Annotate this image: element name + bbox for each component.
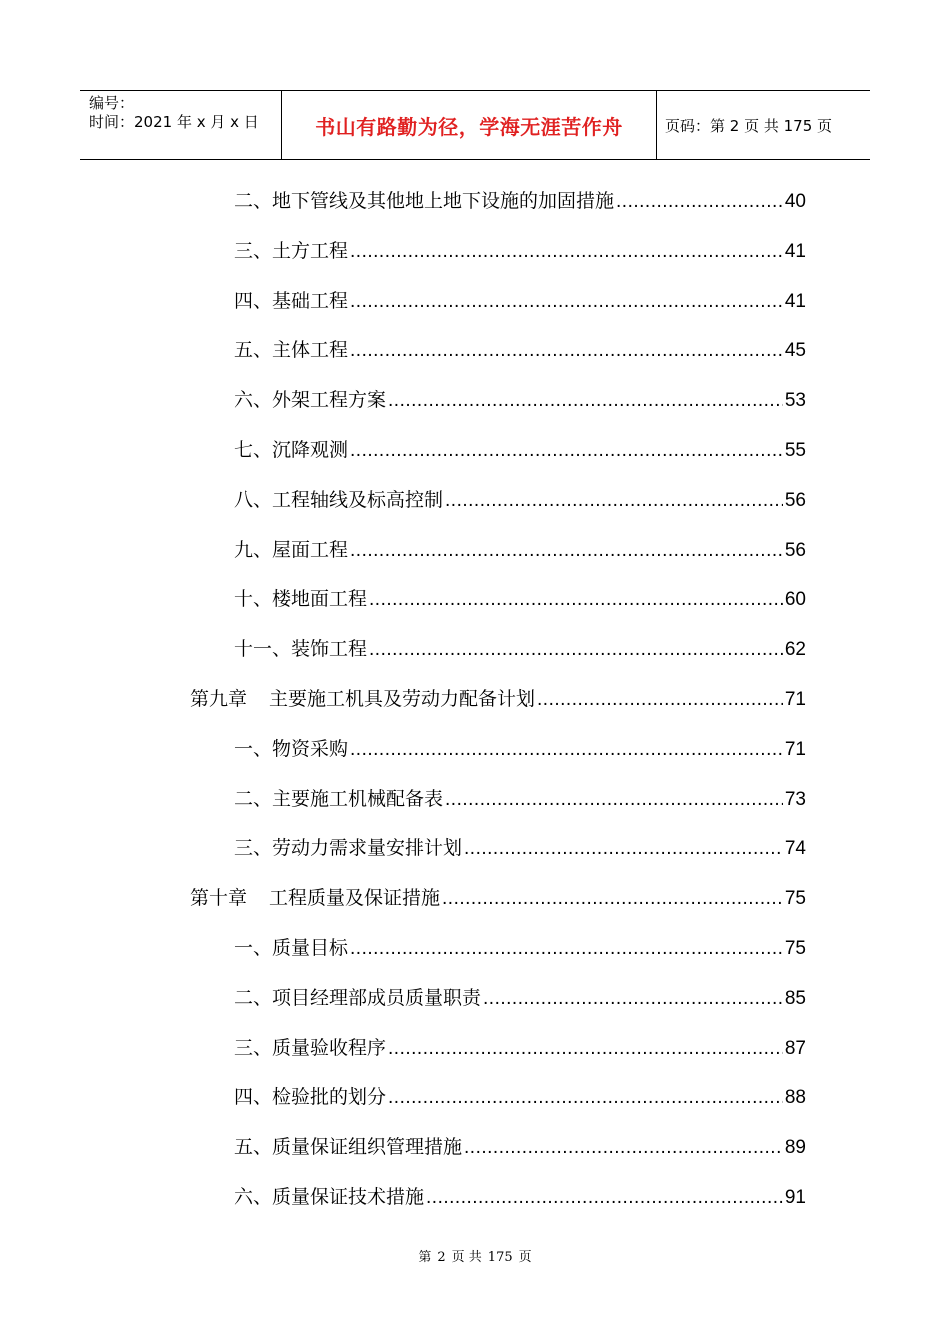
toc-dot-leader	[350, 287, 783, 317]
toc-section-row[interactable]	[234, 385, 806, 415]
toc-section-row[interactable]	[234, 335, 806, 365]
toc-dot-leader	[445, 486, 783, 516]
toc-entry-title: 八、工程轴线及标高控制	[234, 488, 444, 511]
toc-dot-leader	[426, 1183, 783, 1213]
toc-dot-leader	[388, 386, 783, 416]
toc-dot-leader	[388, 1034, 783, 1064]
footer-total-pages: 175	[487, 1250, 513, 1265]
toc-section-row[interactable]	[234, 1033, 806, 1063]
toc-page-number: 74	[784, 838, 806, 860]
footer-prefix: 第	[418, 1250, 432, 1265]
toc-page-number: 75	[784, 888, 806, 910]
toc-entry-title: 六、外架工程方案	[234, 389, 387, 412]
footer-page-number: 2	[437, 1250, 446, 1265]
toc-chapter-row[interactable]	[190, 684, 806, 714]
toc-dot-leader	[537, 685, 783, 715]
toc-entry-title: 一、物资采购	[234, 737, 349, 760]
toc-entry-title: 工程质量及保证措施	[269, 887, 441, 910]
toc-page-number: 91	[784, 1187, 806, 1208]
toc-section-row[interactable]	[234, 734, 806, 764]
toc-entry-title: 二、地下管线及其他地上地下设施的加固措施	[234, 190, 615, 212]
toc-entry-title: 一、质量目标	[234, 937, 349, 959]
toc-dot-leader	[445, 785, 783, 815]
toc-section-row[interactable]	[234, 1082, 806, 1112]
toc-page-number: 56	[784, 539, 806, 561]
toc-page-number: 62	[784, 639, 806, 661]
toc-section-row[interactable]	[234, 833, 806, 863]
header-motto-cell	[281, 91, 657, 159]
toc-section-row[interactable]	[234, 485, 806, 515]
page-header	[80, 90, 870, 160]
toc-page-number: 55	[784, 440, 806, 461]
toc-entry-title: 六、质量保证技术措施	[234, 1186, 425, 1208]
toc-dot-leader	[350, 336, 783, 366]
toc-chapter-label: 第九章	[190, 688, 248, 710]
toc-section-row[interactable]	[234, 933, 806, 963]
toc-entry-title: 三、质量验收程序	[234, 1036, 387, 1059]
toc-section-row[interactable]	[234, 236, 806, 266]
toc-dot-leader	[350, 934, 783, 964]
toc-section-row[interactable]	[234, 1182, 806, 1212]
toc-entry-title: 十一、装饰工程	[234, 638, 368, 661]
toc-dot-leader	[350, 735, 783, 765]
toc-dot-leader	[369, 635, 783, 665]
toc-page-number: 71	[784, 689, 806, 710]
toc-entry-title: 三、劳动力需求量安排计划	[234, 837, 463, 860]
toc-dot-leader	[442, 884, 783, 914]
header-page-cell	[656, 91, 870, 159]
toc-dot-leader	[464, 834, 783, 864]
toc-page-number: 41	[784, 240, 806, 262]
toc-entry-title: 四、基础工程	[234, 289, 349, 312]
toc-section-row[interactable]	[234, 186, 806, 216]
header-meta-cell	[80, 91, 281, 159]
toc-page-number: 60	[784, 589, 806, 611]
toc-dot-leader	[350, 436, 783, 466]
header-page-info: 页码：第 2 页 共 175 页	[665, 116, 833, 135]
toc-dot-leader	[369, 585, 783, 615]
toc-page-number: 71	[784, 738, 806, 760]
toc-page-number: 53	[784, 390, 806, 412]
toc-page-number: 85	[784, 987, 806, 1009]
toc-section-row[interactable]	[234, 435, 806, 465]
toc-page-number: 41	[784, 290, 806, 312]
toc-entry-title: 五、主体工程	[234, 339, 349, 362]
toc-dot-leader	[483, 984, 783, 1014]
toc-entry-title: 十、楼地面工程	[234, 588, 368, 611]
toc-section-row[interactable]	[234, 983, 806, 1013]
toc-page-number: 73	[784, 788, 806, 810]
toc-section-row[interactable]	[234, 634, 806, 664]
toc-page-number: 40	[784, 191, 806, 212]
toc-section-row[interactable]	[234, 535, 806, 565]
toc-dot-leader	[388, 1083, 783, 1113]
toc-entry-title: 二、项目经理部成员质量职责	[234, 986, 482, 1009]
toc-section-row[interactable]	[234, 584, 806, 614]
toc-entry-title: 九、屋面工程	[234, 538, 349, 561]
toc-entry-title: 五、质量保证组织管理措施	[234, 1136, 463, 1159]
page-footer	[0, 1246, 950, 1265]
toc-section-row[interactable]	[234, 784, 806, 814]
toc-entry-title: 七、沉降观测	[234, 439, 349, 461]
toc-section-row[interactable]	[234, 286, 806, 316]
document-number-label: 编号：	[89, 94, 135, 112]
toc-dot-leader	[616, 187, 783, 217]
footer-suffix: 页	[518, 1250, 532, 1265]
toc-page-number: 89	[784, 1137, 806, 1159]
toc-page-number: 45	[784, 340, 806, 362]
toc-dot-leader	[350, 237, 783, 267]
toc-page-number: 56	[784, 489, 806, 511]
toc-page-number: 87	[784, 1037, 806, 1059]
toc-dot-leader	[464, 1133, 783, 1163]
toc-entry-title: 主要施工机具及劳动力配备计划	[269, 688, 536, 710]
header-motto: 书山有路勤为径，学海无涯苦作舟	[315, 114, 623, 139]
toc-chapter-row[interactable]	[190, 883, 806, 913]
toc-page-number: 75	[784, 938, 806, 959]
toc-dot-leader	[350, 536, 783, 566]
toc-section-row[interactable]	[234, 1132, 806, 1162]
footer-mid: 页 共	[451, 1250, 482, 1265]
toc-entry-title: 四、检验批的划分	[234, 1086, 387, 1109]
document-time-label: 时间：2021 年 x 月 x 日	[89, 113, 259, 131]
toc-entry-title: 三、土方工程	[234, 239, 349, 262]
toc-page-number: 88	[784, 1087, 806, 1109]
toc-chapter-label: 第十章	[190, 887, 248, 910]
toc-entry-title: 二、主要施工机械配备表	[234, 787, 444, 810]
